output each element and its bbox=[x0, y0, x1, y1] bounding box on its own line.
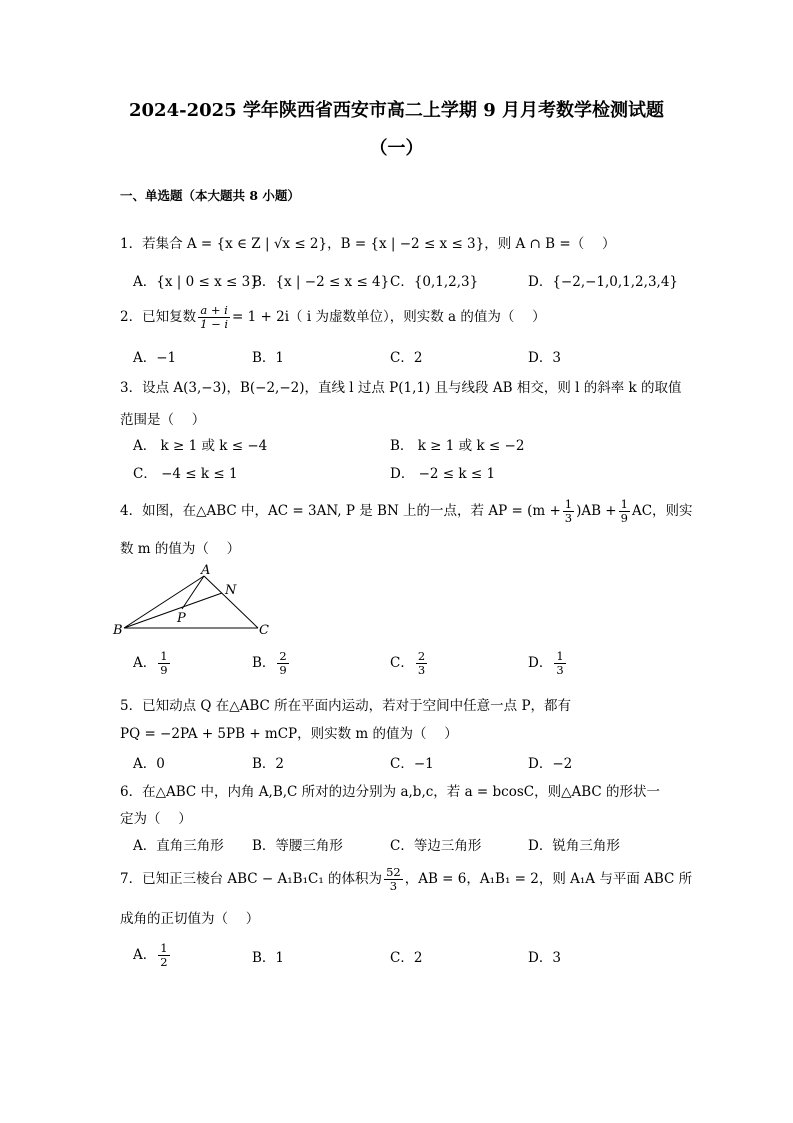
q4-triangle-figure bbox=[110, 560, 280, 642]
q4-optA-frac bbox=[158, 650, 169, 677]
q4-frac2-den: 9 bbox=[620, 511, 628, 525]
q1-option-a: A．{x | 0 ≤ x ≤ 3} bbox=[133, 274, 259, 290]
q1-option-d: D．{−2,−1,0,1,2,3,4} bbox=[528, 274, 678, 290]
q3-stem-line1: 3．设点 A(3,−3)，B(−2,−2)，直线 l 过点 P(1,1) 且与线段 AB 相交，则 l 的斜率 k 的取值 bbox=[120, 380, 682, 396]
q7-stem-line2: 成角的正切值为（ ） bbox=[120, 911, 260, 927]
q1-stem: 1．若集合 A = {x ∈ Z | √x ≤ 2}，B = {x | −2 ≤ x ≤ 3}，则 A ∩ B =（ ） bbox=[120, 236, 616, 252]
q3-option-d: D． −2 ≤ k ≤ 1 bbox=[390, 466, 496, 482]
q4-optB-frac bbox=[277, 650, 288, 677]
q5-option-a: A．0 bbox=[133, 756, 165, 772]
q6-stem-line1: 6．在△ABC 中，内角 A,B,C 所对的边分别为 a,b,c，若 a = bcosC，则△ABC 的形状一 bbox=[120, 784, 661, 800]
q2-option-d: D．3 bbox=[528, 350, 561, 366]
q7-fraction bbox=[384, 866, 403, 893]
q4-frac1-num: 1 bbox=[564, 497, 573, 511]
q6-option-c: C．等边三角形 bbox=[390, 838, 482, 854]
q2-frac-num: a + i bbox=[198, 304, 230, 318]
q6-option-b: B．等腰三角形 bbox=[252, 838, 343, 854]
q2-frac-den: 1 − i bbox=[200, 317, 229, 331]
q4-option-a bbox=[133, 650, 172, 677]
q5-option-b: B．2 bbox=[252, 756, 285, 772]
q4-optA-den: 9 bbox=[160, 663, 168, 677]
q5-option-c: C．−1 bbox=[390, 756, 434, 772]
q4-optA-letter: A． bbox=[133, 655, 157, 671]
q3-option-c: C． −4 ≤ k ≤ 1 bbox=[133, 466, 238, 482]
q2-stem-post: = 1 + 2i（ i 为虚数单位），则实数 a 的值为（ ） bbox=[232, 309, 546, 325]
q4-option-b bbox=[252, 650, 291, 677]
q5-stem-line1: 5．已知动点 Q 在△ABC 所在平面内运动，若对于空间中任意一点 P，都有 bbox=[120, 698, 572, 714]
q7-stem-pre: 7．已知正三棱台 ABC − A₁B₁C₁ 的体积为 bbox=[120, 871, 383, 887]
q4-stem-pre: 4．如图，在△ABC 中， bbox=[120, 503, 269, 519]
q7-option-b: B．1 bbox=[252, 950, 285, 966]
q4-optD-num: 1 bbox=[556, 649, 564, 663]
q4-optA-num: 1 bbox=[160, 649, 168, 663]
q1-option-c: C．{0,1,2,3} bbox=[390, 274, 479, 290]
q3-option-b: B． k ≥ 1 或 k ≤ −2 bbox=[390, 438, 525, 454]
q4-frac-1 bbox=[563, 498, 574, 525]
q4-frac-2 bbox=[619, 498, 630, 525]
q6-stem-line2: 定为（ ） bbox=[120, 811, 192, 827]
q7-frac-num: 52 bbox=[386, 865, 401, 879]
segment-ap bbox=[182, 576, 204, 609]
q4-paren-open: (m + bbox=[527, 503, 561, 519]
q7-option-c: C．2 bbox=[390, 950, 423, 966]
q2-fraction bbox=[198, 304, 230, 331]
segment-ba bbox=[124, 576, 204, 628]
q2-stem bbox=[120, 304, 546, 331]
q2-option-b: B．1 bbox=[252, 350, 285, 366]
q4-optC-num: 2 bbox=[417, 649, 426, 663]
segment-bn bbox=[124, 593, 222, 628]
title-line-1: 2024-2025 学年陕西省西安市高二上学期 9 月月考数学检测试题 bbox=[129, 100, 664, 121]
q7-stem-line1 bbox=[120, 866, 692, 893]
q4-optB-letter: B． bbox=[252, 655, 276, 671]
q6-option-d: D．锐角三角形 bbox=[528, 838, 620, 854]
q4-optC-den: 3 bbox=[417, 663, 426, 677]
q5-option-d: D．−2 bbox=[528, 756, 573, 772]
q7-option-d: D．3 bbox=[528, 950, 561, 966]
q7-option-a bbox=[133, 942, 172, 969]
q4-option-c bbox=[390, 650, 429, 677]
q4-optD-letter: D． bbox=[528, 655, 553, 671]
q4-optC-letter: C． bbox=[390, 655, 414, 671]
label-n: N bbox=[225, 583, 237, 598]
q2-stem-pre: 2．已知复数 bbox=[120, 309, 197, 325]
q4-optD-frac bbox=[554, 650, 565, 677]
q4-optB-den: 9 bbox=[279, 663, 287, 677]
q4-paren-close: )AB + bbox=[576, 503, 617, 519]
q4-optD-den: 3 bbox=[556, 663, 564, 677]
q5-stem-line2: PQ = −2PA + 5PB + mCP，则实数 m 的值为（ ） bbox=[120, 726, 458, 742]
q2-option-a: A．−1 bbox=[133, 350, 177, 366]
label-b: B bbox=[113, 623, 123, 638]
q3-stem-line2: 范围是（ ） bbox=[120, 412, 206, 428]
section-heading: 一、单选题（本大题共 8 小题） bbox=[120, 188, 300, 203]
label-c: C bbox=[259, 623, 269, 638]
q7-frac-den: 3 bbox=[389, 879, 398, 893]
q4-stem-mid: AC = 3AN, P 是 BN 上的一点，若 AP = bbox=[268, 503, 528, 519]
q1-option-b: B．{x | −2 ≤ x ≤ 4} bbox=[252, 274, 390, 290]
q4-stem-end: AC，则实 bbox=[631, 503, 693, 519]
q7-optA-den: 2 bbox=[160, 955, 168, 969]
q7-optA-frac bbox=[158, 942, 169, 969]
q4-optC-frac bbox=[416, 650, 427, 677]
q4-frac1-den: 3 bbox=[564, 511, 573, 525]
q4-optB-num: 2 bbox=[279, 649, 287, 663]
q4-stem-line1 bbox=[120, 498, 693, 525]
q6-option-a: A．直角三角形 bbox=[133, 838, 224, 854]
q4-frac2-num: 1 bbox=[620, 497, 628, 511]
q7-optA-letter: A． bbox=[133, 947, 157, 963]
label-a: A bbox=[201, 563, 211, 578]
title-line-2: （一） bbox=[369, 138, 424, 159]
q7-optA-num: 1 bbox=[160, 941, 168, 955]
q7-stem-post: ，AB = 6，A₁B₁ = 2，则 A₁A 与平面 ABC 所 bbox=[404, 871, 693, 887]
q3-option-a: A． k ≥ 1 或 k ≤ −4 bbox=[133, 438, 268, 454]
q4-stem-line2: 数 m 的值为（ ） bbox=[120, 541, 241, 557]
q4-option-d bbox=[528, 650, 568, 677]
q2-option-c: C．2 bbox=[390, 350, 423, 366]
label-p: P bbox=[177, 611, 186, 626]
